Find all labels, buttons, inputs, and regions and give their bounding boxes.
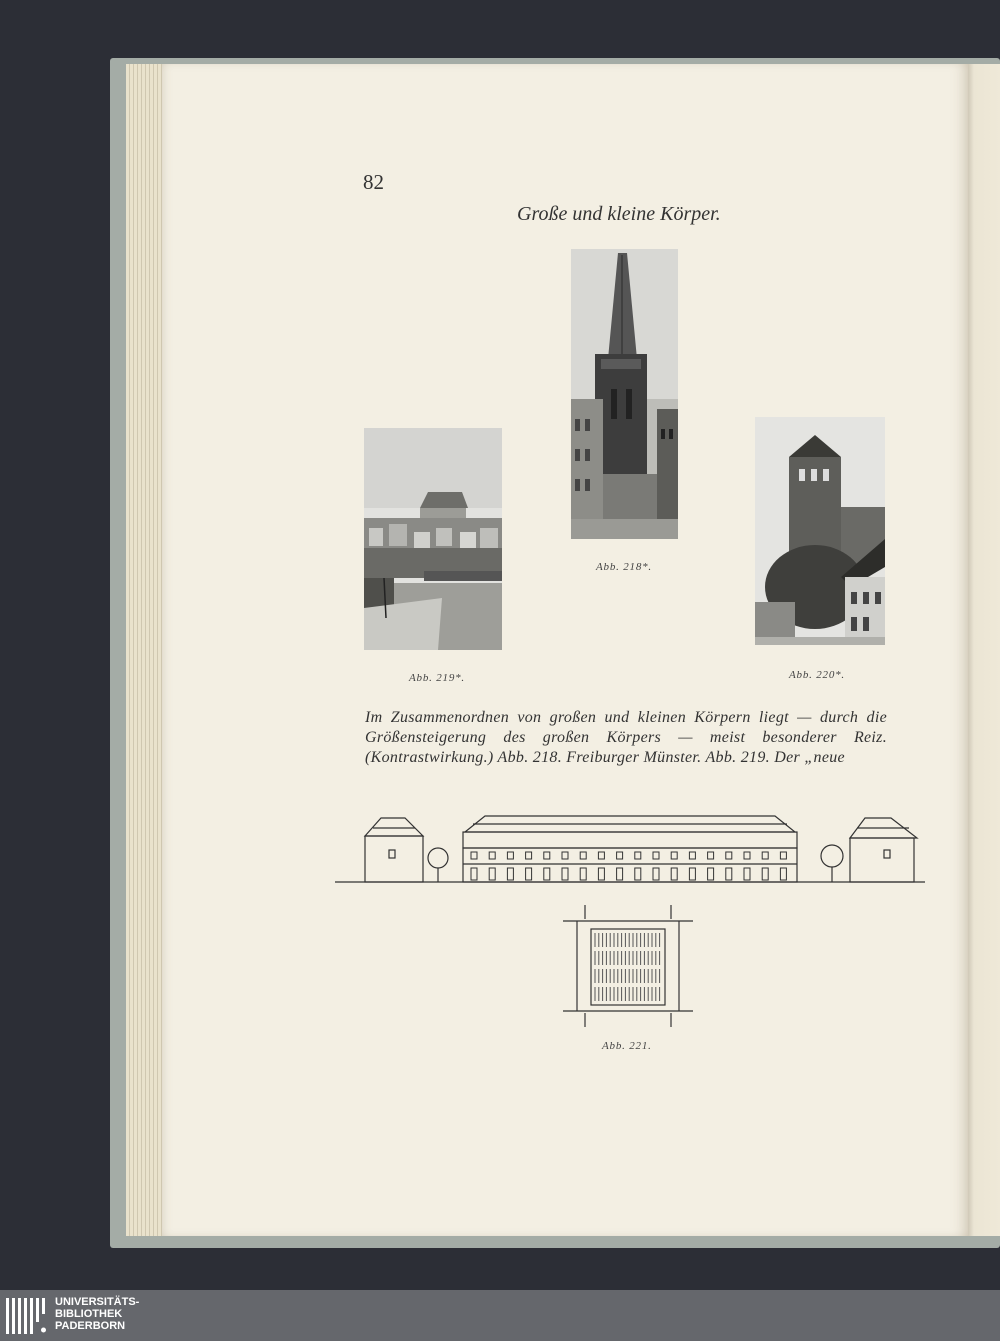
page-number: 82	[363, 170, 384, 194]
caption-abb-218: Abb. 218*.	[596, 561, 652, 573]
page-edges	[126, 64, 166, 1236]
logo-line-3: PADERBORN	[55, 1320, 126, 1332]
body-paragraph: Im Zusammenordnen von großen und kleinen Körpern liegt — durch die Größensteigerung des großen Körpers — meist besonderer Reiz. (Kontrastwirkung.) Abb. 218. Freiburger Münster. Abb. 219. Der „neue	[365, 709, 887, 766]
town-river-illustration	[364, 428, 502, 650]
cathedral-tower-illustration	[571, 249, 678, 539]
caption-abb-219: Abb. 219*.	[409, 672, 465, 684]
library-logo-icon	[6, 1296, 50, 1336]
photo-abb-220	[755, 417, 885, 645]
book-page	[162, 64, 968, 1236]
logo-line-1: UNIVERSITÄTS-	[55, 1296, 140, 1308]
logo-line-2: BIBLIOTHEK	[55, 1308, 123, 1320]
running-title: Große und kleine Körper.	[517, 203, 721, 225]
church-illustration	[755, 417, 885, 645]
caption-abb-221: Abb. 221.	[602, 1040, 652, 1052]
caption-abb-220: Abb. 220*.	[789, 669, 845, 681]
facing-page-edge	[966, 64, 1000, 1236]
building-row-elevation-illustration	[335, 808, 925, 888]
photo-abb-218	[571, 249, 678, 539]
drawing-abb-221-elevation	[335, 808, 925, 888]
photo-abb-219	[364, 428, 502, 650]
drawing-abb-221-plan	[563, 905, 693, 1027]
site-plan-illustration	[563, 905, 693, 1027]
library-logo-text	[55, 1296, 139, 1332]
library-footer	[0, 1290, 1000, 1341]
